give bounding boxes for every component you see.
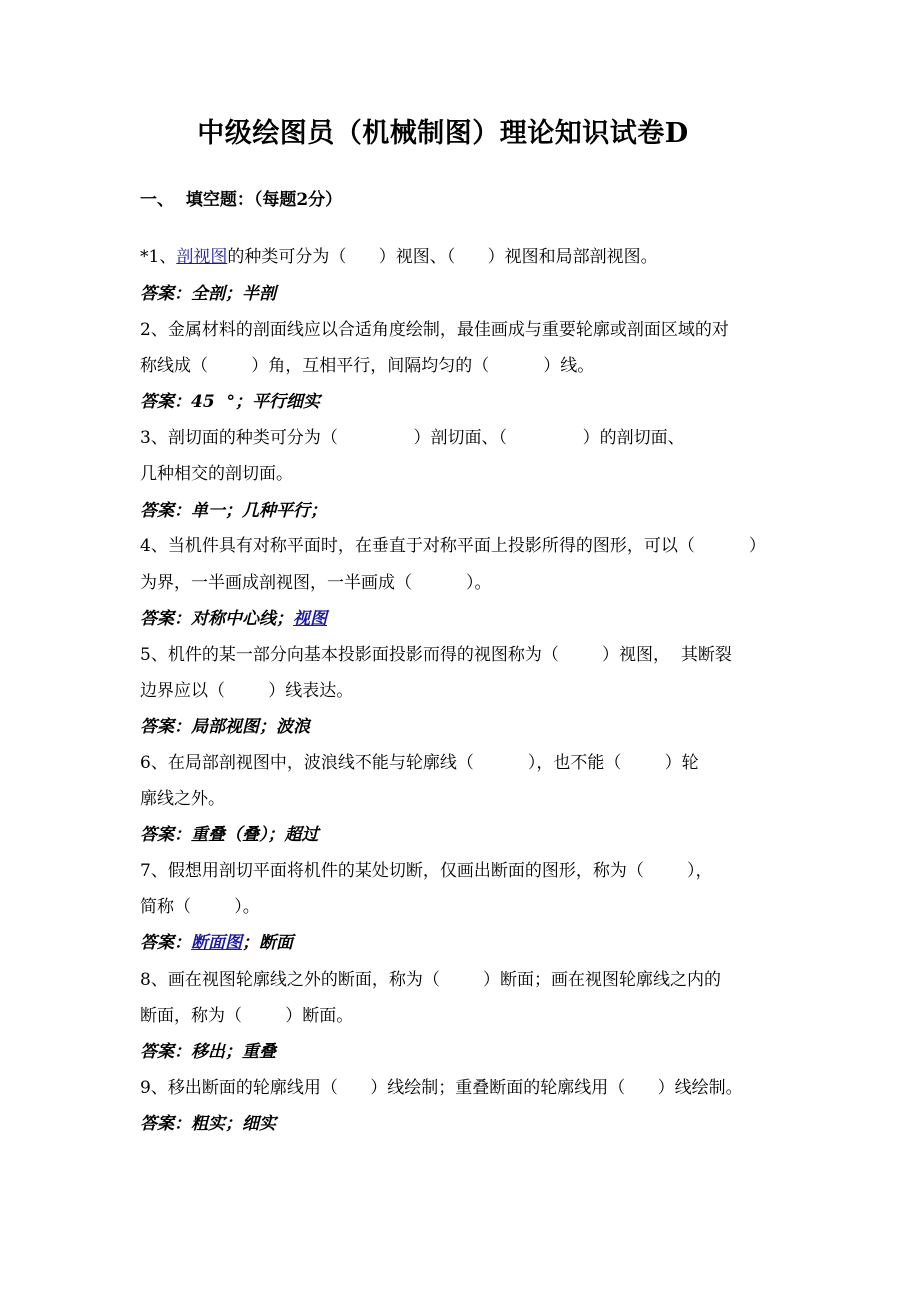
section-heading: 一、 填空题：（每题2分） (140, 190, 343, 210)
question-2-line-1: 2、金属材料的剖面线应以合适角度绘制，最佳画成与重要轮廓或剖面区域的对 (140, 320, 729, 340)
answer-2: 答案：45 °；平行细实 (140, 392, 320, 412)
answer-5: 答案：局部视图；波浪 (140, 717, 310, 737)
question-8-line-1: 8、画在视图轮廓线之外的断面，称为（ ）断面；画在视图轮廓线之内的 (140, 970, 722, 990)
question-9-line-1: 9、移出断面的轮廓线用（ ）线绘制；重叠断面的轮廓线用（ ）线绘制。 (140, 1078, 743, 1098)
answer-6: 答案：重叠（叠）；超过 (140, 825, 319, 845)
answer-9: 答案：粗实；细实 (140, 1114, 276, 1134)
answer-3: 答案：单一；几种平行； (140, 501, 327, 521)
answer-7-text: ；断面 (242, 933, 293, 953)
term-link-cross-section[interactable]: 断面图 (191, 933, 242, 953)
question-5-line-1: 5、机件的某一部分向基本投影面投影而得的视图称为（ ）视图， 其断裂 (140, 645, 732, 665)
question-1-text: 的种类可分为（ ）视图、（ ）视图和局部剖视图。 (227, 247, 658, 267)
question-6-line-2: 廓线之外。 (140, 789, 225, 809)
question-4-line-2: 为界，一半画成剖视图，一半画成（ ）。 (140, 573, 492, 593)
term-link-view[interactable]: 视图 (293, 609, 327, 629)
answer-7-label: 答案： (140, 933, 191, 953)
answer-4-text: 答案：对称中心线； (140, 609, 293, 629)
question-2-line-2: 称线成（ ）角，互相平行，间隔均匀的（ ）线。 (140, 356, 595, 376)
term-link-section-view[interactable]: 剖视图 (176, 247, 228, 267)
page-title: 中级绘图员（机械制图）理论知识试卷D (197, 118, 689, 149)
question-3-line-2: 几种相交的剖切面。 (140, 464, 293, 484)
question-4-line-1: 4、当机件具有对称平面时，在垂直于对称平面上投影所得的图形，可以（ ） (140, 536, 766, 556)
question-6-line-1: 6、在局部剖视图中，波浪线不能与轮廓线（ ），也不能（ ）轮 (140, 753, 699, 773)
answer-7 (140, 929, 293, 957)
question-5-line-2: 边界应以（ ）线表达。 (140, 681, 354, 701)
question-3-line-1: 3、剖切面的种类可分为（ ）剖切面、（ ）的剖切面、 (140, 428, 685, 448)
question-1 (140, 243, 658, 271)
question-1-number: *1、 (140, 247, 177, 267)
question-7-line-1: 7、假想用剖切平面将机件的某处切断，仅画出断面的图形，称为（ ）， (140, 861, 713, 881)
answer-4 (140, 605, 327, 633)
answer-8: 答案：移出；重叠 (140, 1042, 276, 1062)
answer-1: 答案：全剖；半剖 (140, 284, 276, 304)
question-7-line-2: 简称（ ）。 (140, 897, 260, 917)
question-8-line-2: 断面，称为（ ）断面。 (140, 1006, 354, 1026)
